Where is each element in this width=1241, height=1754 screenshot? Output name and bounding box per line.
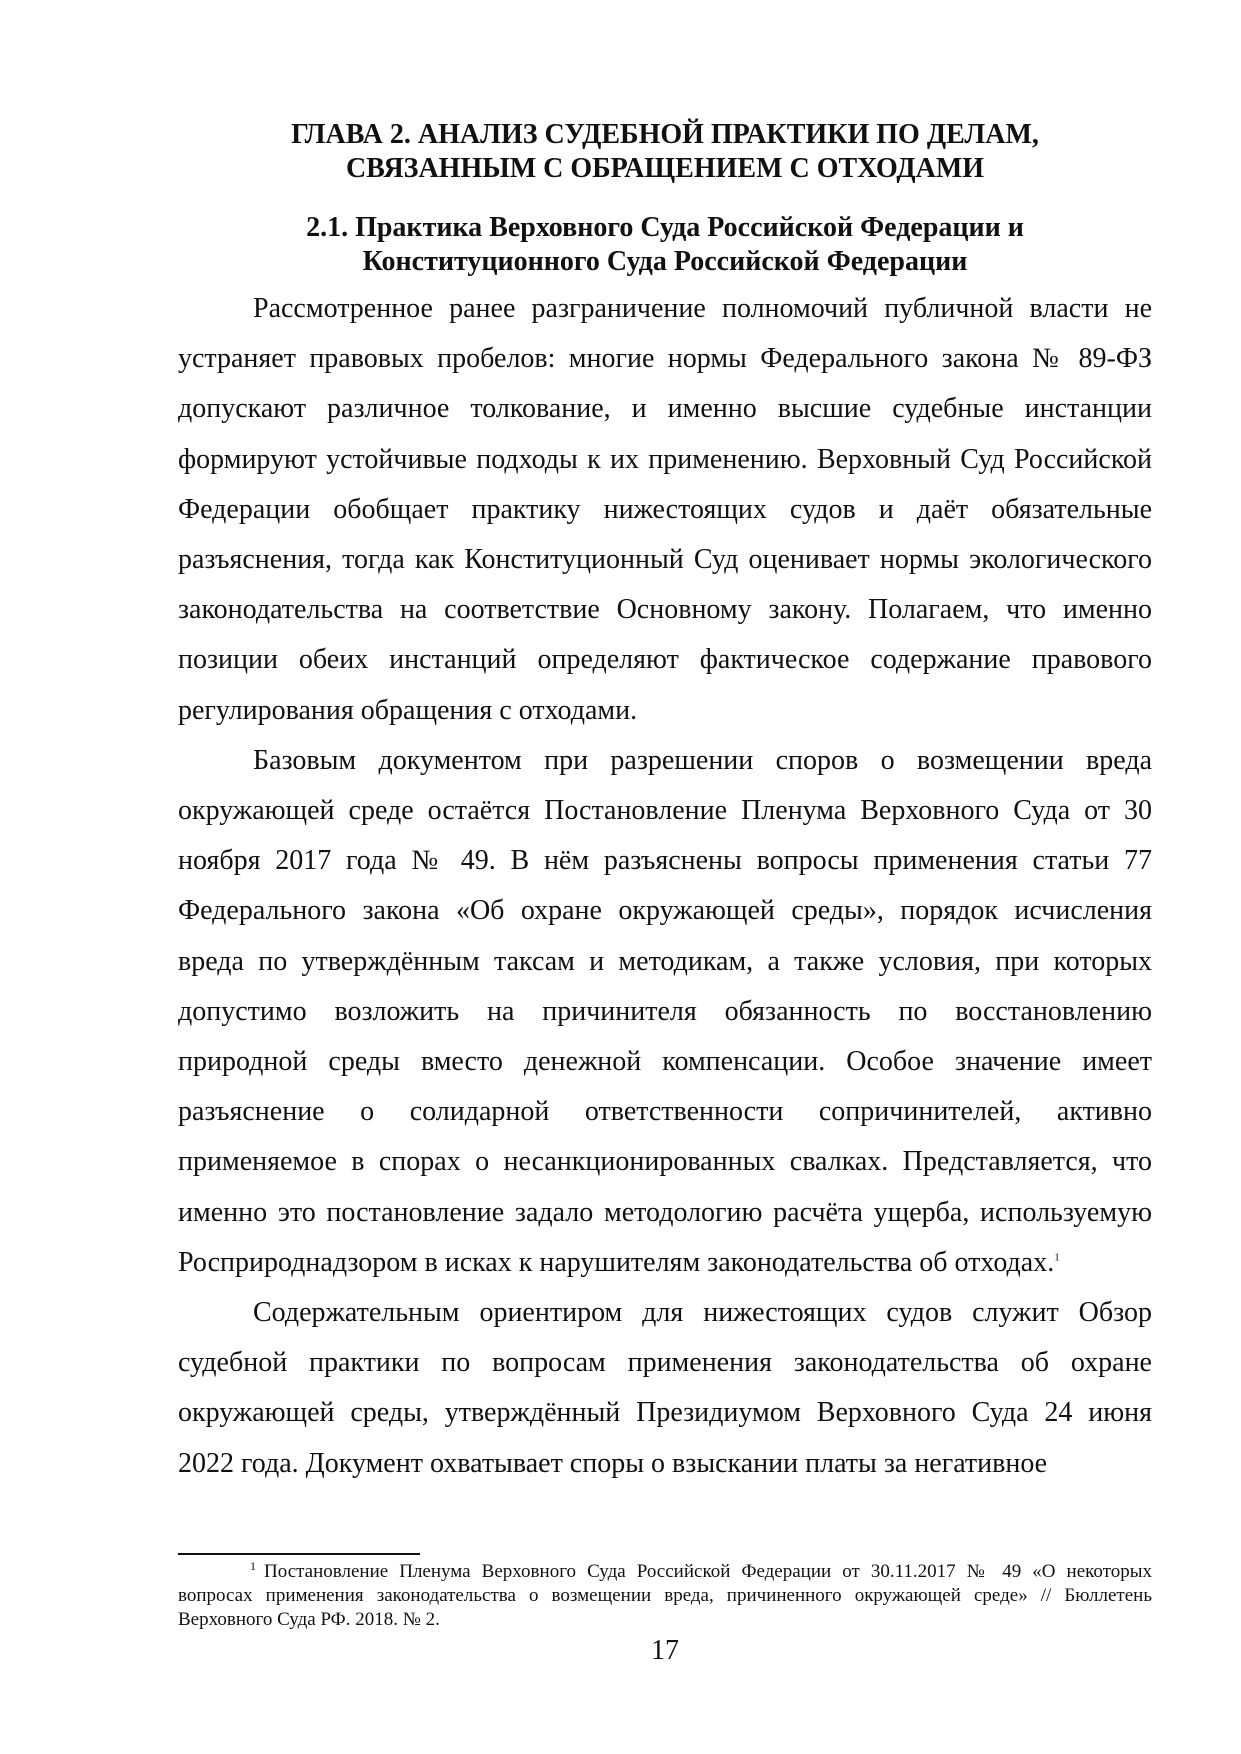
footnote-reference[interactable]: 1 <box>1054 1251 1060 1264</box>
paragraph-3-text: Содержательным ориентиром для нижестоящих судов служит Обзор судебной практики по вопросам применения законодательства об охране окружающей среды, утверждённый Президиумом Верховного Суда 24 июня 2022 года. Документ охватывает споры о взыскании платы за негативное <box>178 1297 1152 1479</box>
section-title-line-1: 2.1. Практика Верховного Суда Российской Федерации и <box>306 212 1024 243</box>
paragraph-2-text: Базовым документом при разрешении споров о возмещении вреда окружающей среде остаётся Постановление Пленума Верховного Суда от 30 ноября 2017 года № 49. В нём разъяснены вопросы применения статьи 77 Федерального закона «Об охране окружающей среды», порядок исчисления вреда по утверждённым таксам и методикам, а также условия, при которых допустимо возложить на причинителя обязанность по восстановлению природной среды вместо денежной компенсации. Особое значение имеет разъяснение о солидарной ответственности сопричинителей, активно применяемое в спорах о несанкционированных свалках. Представляется, что именно это постановление задало методологию расчёта ущерба, используемую Росприроднадзором в исках к нарушителям законодательства об отходах. <box>178 744 1152 1278</box>
footnote <box>178 1560 1152 1632</box>
paragraph-2 <box>178 736 1152 1288</box>
footnote-number: 1 <box>250 1558 256 1573</box>
section-title-line-2: Конституционного Суда Российской Федерации <box>362 246 968 277</box>
paragraph-1 <box>178 284 1152 736</box>
paragraph-3 <box>178 1288 1152 1489</box>
chapter-title <box>180 118 1150 186</box>
footnote-separator <box>178 1553 420 1555</box>
section-title <box>180 211 1150 279</box>
body-text <box>178 284 1152 1489</box>
footnote-text: Постановление Пленума Верховного Суда Российской Федерации от 30.11.2017 № 49 «О некоторых вопросах применения законодательства о возмещении вреда, причиненного окружающей среде» // Бюллетень Верховного Суда РФ. 2018. № 2. <box>178 1561 1152 1630</box>
page-number: 17 <box>651 1635 679 1666</box>
chapter-title-line-2: СВЯЗАННЫМ С ОБРАЩЕНИЕМ С ОТХОДАМИ <box>345 153 985 184</box>
paragraph-1-text: Рассмотренное ранее разграничение полномочий публичной власти не устраняет правовых пробелов: многие нормы Федерального закона № 89-ФЗ допускают различное толкование, и именно высшие судебные инстанции формируют устойчивые подходы к их применению. Верховный Суд Российской Федерации обобщает практику нижестоящих судов и даёт обязательные разъяснения, тогда как Конституционный Суд оценивает нормы экологического законодательства на соответствие Основному закону. Полагаем, что именно позиции обеих инстанций определяют фактическое содержание правового регулирования обращения с отходами. <box>178 293 1152 726</box>
chapter-title-line-1: ГЛАВА 2. АНАЛИЗ СУДЕБНОЙ ПРАКТИКИ ПО ДЕЛАМ, <box>291 119 1039 150</box>
